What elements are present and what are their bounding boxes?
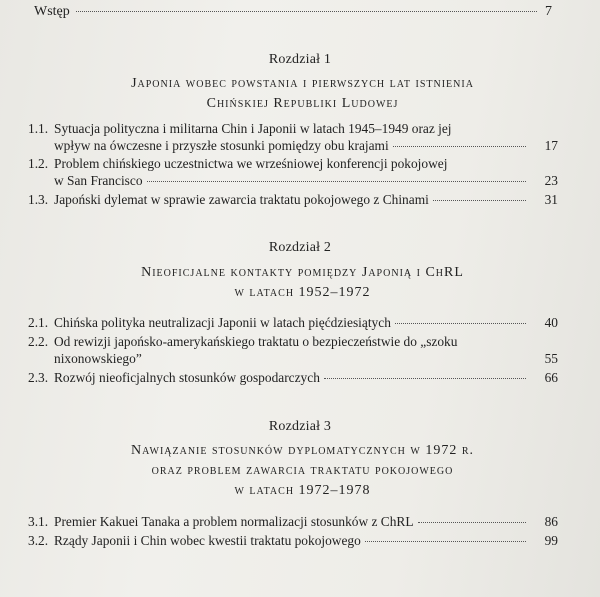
- chapter-2-title-line-1: Nieoficjalne kontakty pomiędzy Japonią i ChRL: [141, 265, 464, 280]
- toc-entry-2-2: [28, 333, 558, 367]
- chapter-3-label: Rozdział 3: [268, 419, 332, 434]
- entry-text-line: Sytuacja polityczna i militarna Chin i Japonii w latach 1945–1949 oraz jej: [54, 121, 452, 136]
- dot-leader: [395, 323, 526, 324]
- entry-text-line: Rozwój nieoficjalnych stosunków gospodarczych: [54, 370, 320, 385]
- entry-number: 1.2.: [28, 156, 49, 171]
- entry-text-line: Chińska polityka neutralizacji Japonii w latach pięćdziesiątych: [54, 315, 391, 330]
- entry-text-line: w San Francisco: [54, 173, 143, 188]
- dot-leader: [146, 359, 526, 360]
- entry-page-number: 99: [544, 533, 558, 548]
- entry-text-line: Od rewizji japońsko-amerykańskiego traktatu o bezpieczeństwie do „szoku: [54, 334, 458, 349]
- toc-entry-1-2: [28, 155, 558, 189]
- dot-leader: [418, 522, 526, 523]
- entry-number: 3.2.: [28, 533, 49, 548]
- entry-page-number: 17: [544, 138, 558, 153]
- toc-entry-1-1: [28, 120, 558, 154]
- toc-entry-1-3: [28, 191, 558, 208]
- entry-text-line: wpływ na ówczesne i przyszłe stosunki pomiędzy obu krajami: [54, 138, 389, 153]
- chapter-1-label: Rozdział 1: [268, 52, 332, 67]
- intro-page-number: 7: [545, 4, 552, 19]
- entry-page-number: 55: [544, 351, 558, 366]
- chapter-2-title: [40, 263, 565, 303]
- dot-leader: [365, 541, 526, 542]
- toc-entry-3-1: [28, 513, 558, 530]
- chapter-3-title-line-2: oraz problem zawarcia traktatu pokojowego: [151, 463, 454, 478]
- entry-text-line: Problem chińskiego uczestnictwa we wrześniowej konferencji pokojowej: [54, 156, 448, 171]
- toc-entry-3-2: [28, 532, 558, 549]
- entry-number: 3.1.: [28, 514, 49, 529]
- entry-number: 1.3.: [28, 192, 49, 207]
- chapter-3-title-line-3: w latach 1972–1978: [234, 483, 371, 498]
- intro-label: Wstęp: [34, 4, 70, 19]
- chapter-2-label: Rozdział 2: [268, 240, 332, 255]
- entry-page-number: 23: [544, 173, 558, 188]
- chapter-1-title-line-2: Chińskiej Republiki Ludowej: [206, 96, 399, 111]
- dot-leader: [147, 181, 526, 182]
- entry-text-line: Premier Kakuei Tanaka a problem normalizacji stosunków z ChRL: [54, 514, 414, 529]
- entry-page-number: 40: [544, 315, 558, 330]
- chapter-1-title: [40, 74, 565, 114]
- dot-leader: [433, 200, 526, 201]
- chapter-3-title: [40, 441, 565, 501]
- toc-entry-2-1: [28, 314, 558, 331]
- chapter-3-title-line-1: Nawiązanie stosunków dyplomatycznych w 1972 r.: [130, 443, 474, 458]
- entry-text-line: nixonowskiego”: [54, 351, 142, 366]
- entry-page-number: 66: [544, 370, 558, 385]
- entry-number: 2.2.: [28, 334, 49, 349]
- entry-page-number: 86: [544, 514, 558, 529]
- entry-text-line: Rządy Japonii i Chin wobec kwestii traktatu pokojowego: [54, 533, 361, 548]
- toc-entry-2-3: [28, 369, 558, 386]
- entry-number: 2.3.: [28, 370, 49, 385]
- entry-page-number: 31: [544, 192, 558, 207]
- entry-number: 1.1.: [28, 121, 49, 136]
- entry-number: 2.1.: [28, 315, 49, 330]
- dot-leader: [393, 146, 526, 147]
- entry-text-line: Japoński dylemat w sprawie zawarcia traktatu pokojowego z Chinami: [54, 192, 429, 207]
- chapter-1-title-line-1: Japonia wobec powstania i pierwszych lat istnienia: [131, 76, 474, 91]
- dot-leader: [76, 11, 537, 12]
- chapter-2-title-line-2: w latach 1952–1972: [234, 285, 371, 300]
- dot-leader: [324, 378, 526, 379]
- toc-intro-row: [34, 4, 552, 20]
